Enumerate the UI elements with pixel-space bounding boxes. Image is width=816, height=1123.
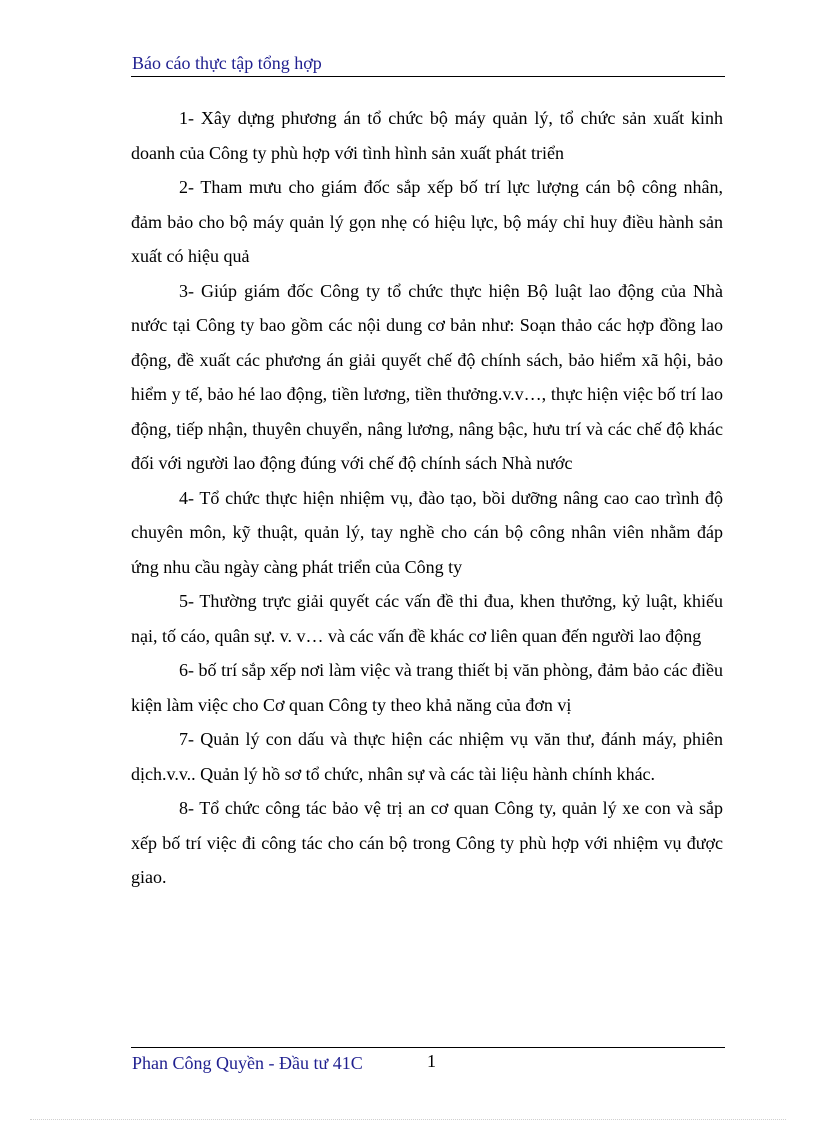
page-header [131, 52, 725, 77]
page-number: 1 [427, 1051, 436, 1071]
page-footer [131, 1047, 725, 1078]
paragraph-4: 4- Tổ chức thực hiện nhiệm vụ, đào tạo, bồi dưỡng nâng cao cao trình độ chuyên môn, kỹ thuật, quản lý, tay nghề cho cán bộ công nhân viên nhằm đáp ứng nhu cầu ngày càng phát triển của Công ty [131, 487, 723, 577]
header-title: Báo cáo thực tập tổng hợp [132, 53, 322, 73]
paragraph-2: 2- Tham mưu cho giám đốc sắp xếp bố trí lực lượng cán bộ công nhân, đảm bảo cho bộ máy quản lý gọn nhẹ có hiệu lực, bộ máy chỉ huy điều hành sản xuất có hiệu quả [131, 177, 723, 266]
paragraph-3: 3- Giúp giám đốc Công ty tổ chức thực hiện Bộ luật lao động của Nhà nước tại Công ty bao gồm các nội dung cơ bản như: Soạn thảo các hợp đồng lao động, đề xuất các phương án giải quyết chế độ chính sách, bảo hiểm xã hội, bảo hiểm y tế, bảo hé lao động, tiền lương, tiền thưởng.v.v…, thực hiện việc bố trí lao động, tiếp nhận, thuyên chuyển, nâng lương, nâng bậc, hưu trí và các chế độ khác đối với người lao động đúng với chế độ chính sách Nhà nước [131, 280, 723, 473]
document-body [131, 101, 723, 895]
footer-author: Phan Công Quyền - Đầu tư 41C [132, 1053, 363, 1073]
page-bottom-divider [30, 1119, 786, 1120]
paragraph-5: 5- Thường trực giải quyết các vấn đề thi đua, khen thưởng, kỷ luật, khiếu nại, tố cáo, quân sự. v. v… và các vấn đề khác cơ liên quan đến người lao động [131, 591, 723, 646]
paragraph-8: 8- Tổ chức công tác bảo vệ trị an cơ quan Công ty, quản lý xe con và sắp xếp bố trí việc đi công tác cho cán bộ trong Công ty phù hợp với nhiệm vụ được giao. [131, 798, 723, 887]
paragraph-7: 7- Quản lý con dấu và thực hiện các nhiệm vụ văn thư, đánh máy, phiên dịch.v.v.. Quản lý hồ sơ tổ chức, nhân sự và các tài liệu hành chính khác. [131, 729, 723, 784]
paragraph-1: 1- Xây dựng phương án tổ chức bộ máy quản lý, tổ chức sản xuất kinh doanh của Công ty phù hợp với tình hình sản xuất phát triển [131, 108, 723, 163]
paragraph-6: 6- bố trí sắp xếp nơi làm việc và trang thiết bị văn phòng, đảm bảo các điều kiện làm việc cho Cơ quan Công ty theo khả năng của đơn vị [131, 660, 723, 715]
